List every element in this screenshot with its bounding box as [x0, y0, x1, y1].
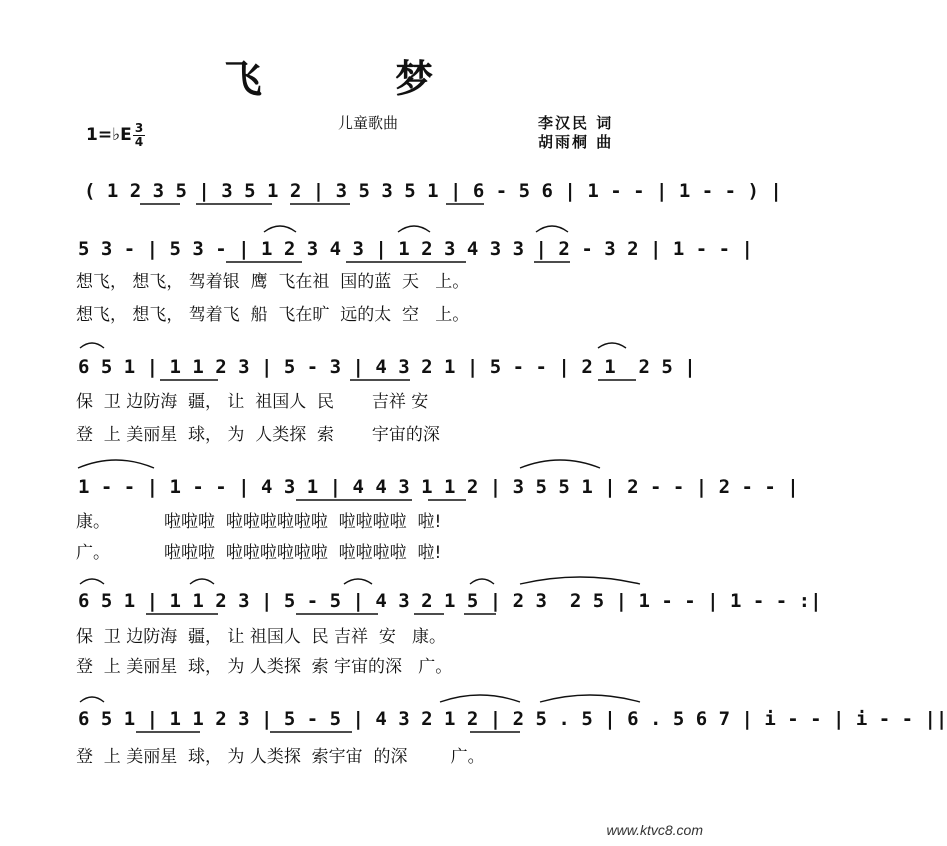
- lyric-row-2-verse-1: 想飞， 想飞， 驾着银 鹰 飞在祖 国的蓝 天 上。: [76, 272, 470, 292]
- slur: [80, 579, 104, 584]
- slur: [344, 579, 372, 584]
- slur: [78, 460, 154, 468]
- slur: [440, 695, 520, 702]
- notation-row-6: 6 5 1 | 1 1 2 3 | 5 - 5 | 4 3 2 1 2 | 2 5 . 5 | 6 . 5 6 7 | i - - | i - - ||: [78, 708, 947, 730]
- slur: [80, 697, 104, 702]
- lyric-row-6-verse-1: 登 上 美丽星 球， 为 人类探 索宇宙 的深 广。: [76, 747, 485, 767]
- lyricist-credit: 李汉民 词: [538, 114, 614, 132]
- lyric-row-5-verse-1: 保 卫 边防海 疆， 让 祖国人 民 吉祥 安 康。: [76, 627, 447, 647]
- slur: [190, 579, 214, 584]
- slur: [470, 579, 494, 584]
- lyric-row-3-verse-1: 保 卫 边防海 疆， 让 祖国人 民 吉祥 安: [76, 392, 429, 412]
- notation-row-2: 5 3 - | 5 3 - | 1 2 3 4 3 | 1 2 3 4 3 3 | 2 - 3 2 | 1 - - |: [78, 238, 753, 260]
- lyric-row-4-verse-1: 康。 啦啦啦 啦啦啦啦啦啦 啦啦啦啦 啦!: [76, 512, 442, 532]
- slur: [398, 226, 430, 232]
- key-signature: 1=♭E: [86, 125, 132, 145]
- slur: [536, 226, 568, 232]
- lyric-row-3-verse-2: 登 上 美丽星 球， 为 人类探 索 宇宙的深: [76, 425, 440, 445]
- slur: [540, 695, 640, 702]
- notation-row-3: 6 5 1 | 1 1 2 3 | 5 - 3 | 4 3 2 1 | 5 - - | 2 1 2 5 |: [78, 356, 696, 378]
- notation-row-5: 6 5 1 | 1 1 2 3 | 5 - 5 | 4 3 2 1 5 | 2 3 2 5 | 1 - - | 1 - - :|: [78, 590, 822, 612]
- composer-credit: 胡雨桐 曲: [538, 133, 614, 151]
- lyric-row-4-verse-2: 广。 啦啦啦 啦啦啦啦啦啦 啦啦啦啦 啦!: [76, 543, 442, 563]
- time-top: 3: [134, 121, 144, 135]
- slur: [520, 460, 600, 468]
- slur: [520, 577, 640, 584]
- time-bottom: 4: [134, 135, 144, 149]
- slur: [80, 343, 104, 348]
- genre-label: 儿童歌曲: [338, 114, 399, 132]
- notation-row-1: ( 1 2 3 5 | 3 5 1 2 | 3 5 3 5 1 | 6 - 5 6 | 1 - - | 1 - - ) |: [84, 180, 782, 202]
- slur: [264, 226, 296, 232]
- notation-row-4: 1 - - | 1 - - | 4 3 1 | 4 4 3 1 1 2 | 3 5 5 1 | 2 - - | 2 - - |: [78, 476, 799, 498]
- lyric-row-5-verse-2: 登 上 美丽星 球， 为 人类探 索 宇宙的深 广。: [76, 657, 453, 677]
- lyric-row-2-verse-2: 想飞， 想飞， 驾着飞 船 飞在旷 远的太 空 上。: [76, 305, 470, 325]
- watermark: www.ktvc8.com: [606, 822, 703, 838]
- page-title: 飞 梦: [223, 57, 494, 101]
- slur: [598, 343, 626, 348]
